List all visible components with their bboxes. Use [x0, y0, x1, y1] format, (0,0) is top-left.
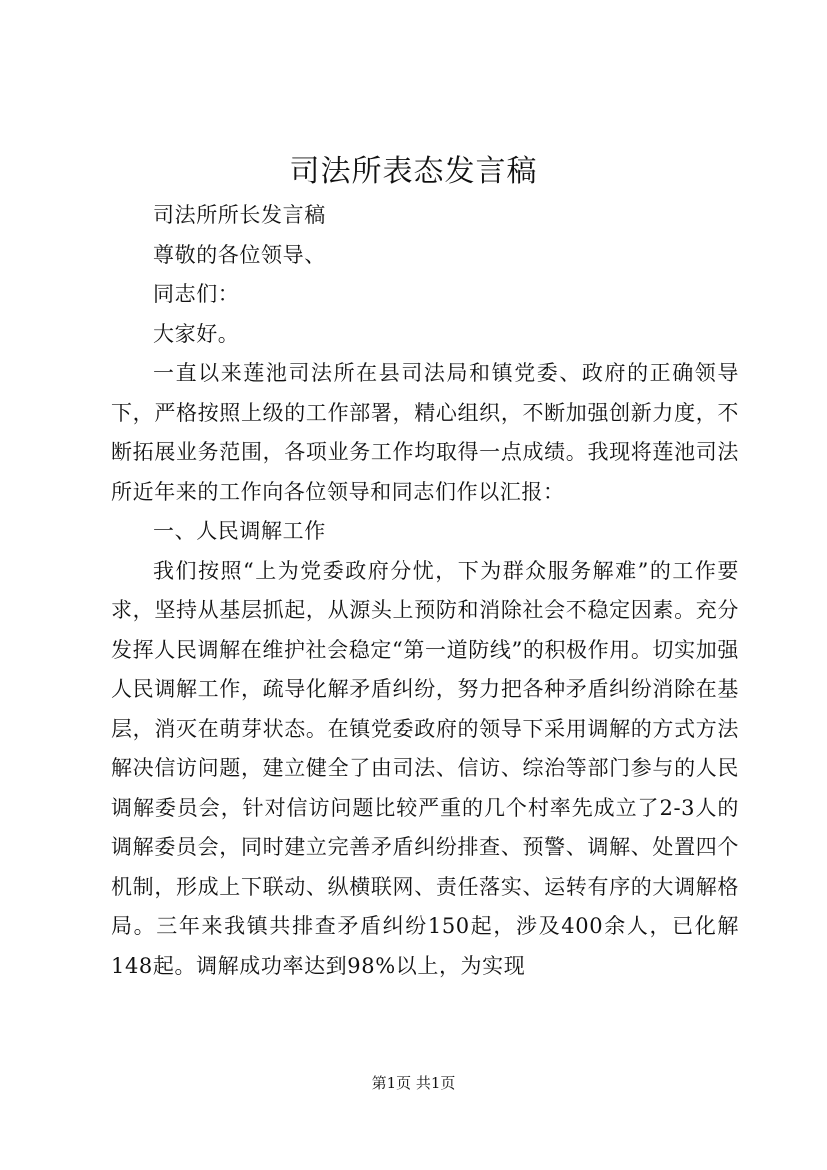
- paragraph-subtitle: 司法所所长发言稿: [153, 203, 326, 227]
- section-heading: 一、人民调解工作: [153, 519, 326, 543]
- paragraph-salutation: 尊敬的各位领导、: [153, 242, 326, 267]
- paragraph-salutation-2: 同志们：: [153, 282, 240, 306]
- paragraph-mediation: 我们按照“上为党委政府分忧，下为群众服务解难”的工作要求，坚持从基层抓起，从源头上预防和消除社会不稳定因素。充分发挥人民调解在维护社会稳定“第一道防线”的积极作用。切实加强人民调解工作，疏导化解矛盾纠纷，努力把各种矛盾纠纷消除在基层，消灭在萌芽状态。在镇党委政府的领导下采用调解的方式方法解决信访问题，建立健全了由司法、信访、综治等部门参与的人民调解委员会，针对信访问题比较严重的几个村率先成立了2-3人的调解委员会，同时建立完善矛盾纠纷排查、预警、调解、处置四个机制，形成上下联动、纵横联网、责任落实、运转有序的大调解格局。三年来我镇共排查矛盾纠纷150起，涉及400余人，已化解148起。调解成功率达到98%以上，为实现: [111, 558, 739, 978]
- page-footer: 第1页 共1页: [371, 1074, 456, 1092]
- paragraph-intro: 一直以来莲池司法所在县司法局和镇党委、政府的正确领导下，严格按照上级的工作部署，精心组织，不断加强创新力度，不断拓展业务范围，各项业务工作均取得一点成绩。我现将莲池司法所近年来的工作向各位领导和同志们作以汇报：: [111, 361, 739, 504]
- document-body: [111, 196, 739, 986]
- document-title: 司法所表态发言稿: [289, 154, 538, 189]
- paragraph-greeting: 大家好。: [153, 321, 240, 346]
